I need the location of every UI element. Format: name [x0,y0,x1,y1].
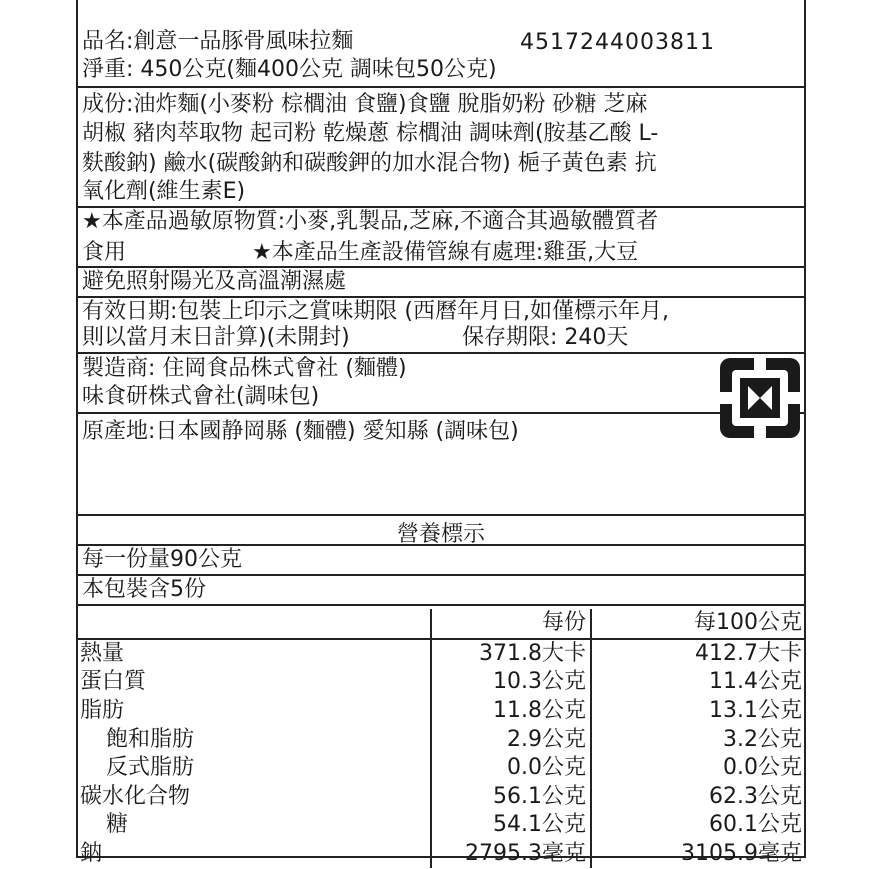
barcode-number: 4517244003811 [520,30,715,55]
nutrition-title: 營養標示 [396,522,485,547]
ingredients-line-1: 成份:油炸麵(小麥粉 棕櫚油 食鹽)食鹽 脫脂奶粉 砂糖 芝麻 [82,92,648,117]
expiry-line-1: 有效日期:包裝上印示之賞味期限 (西曆年月日,如僅標示年月, [82,299,669,324]
servings-per-package: 本包裝含5份 [82,577,206,602]
manufacturer-line-1: 製造商: 住岡食品株式會社 (麵體) [82,356,407,381]
expiry-line-2a: 則以當月末日計算)(未開封) [82,325,350,350]
ingredients-line-3: 麩酸鈉) 鹼水(碳酸鈉和碳酸鉀的加水混合物) 梔子黃色素 抗 [82,151,657,176]
column-per-serving: 每份 [431,609,591,639]
table-row: 糖 54.1公克 60.1公克 [76,811,806,840]
table-row: 蛋白質 10.3公克 11.4公克 [76,668,806,697]
shelf-life: 保存期限: 240天 [462,325,629,350]
divider [76,412,806,414]
ingredients-line-4: 氧化劑(維生素E) [82,179,246,204]
allergen-line-2b: ★本產品生產設備管線有處理:雞蛋,大豆 [252,240,639,265]
divider [76,352,806,354]
divider [76,86,806,88]
recycle-icon [718,356,802,440]
product-name: 品名:創意一品豚骨風味拉麵 [82,29,354,54]
ingredients-line-2: 胡椒 豬肉萃取物 起司粉 乾燥蔥 棕櫚油 調味劑(胺基乙酸 L- [82,121,659,146]
divider [76,544,806,546]
divider [76,266,806,268]
divider [76,296,806,298]
divider [76,206,806,208]
table-row: 碳水化合物 56.1公克 62.3公克 [76,783,806,812]
divider [76,574,806,576]
storage-notice: 避免照射陽光及高溫潮濕處 [82,269,347,294]
table-row: 飽和脂肪 2.9公克 3.2公克 [76,725,806,754]
table-row: 鈉 2795.3毫克 3105.9毫克 [76,840,806,869]
divider [76,604,806,606]
serving-size: 每一份量90公克 [82,547,242,572]
column-per-100g: 每100公克 [591,609,806,639]
country-of-origin: 原產地:日本國静岡縣 (麵體) 愛知縣 (調味包) [82,419,519,444]
allergen-line-2a: 食用 [82,240,127,265]
table-row: 熱量 371.8大卡 412.7大卡 [76,639,806,669]
net-weight: 淨重: 450公克(麵400公克 調味包50公克) [82,57,497,82]
allergen-line-1: ★本產品過敏原物質:小麥,乳製品,芝麻,不適合其過敏體質者 [82,209,659,234]
table-row: 反式脂肪 0.0公克 0.0公克 [76,754,806,783]
table-row: 脂肪 11.8公克 13.1公克 [76,697,806,726]
divider [76,514,806,516]
manufacturer-line-2: 味食研株式會社(調味包) [82,384,320,409]
table-header-row [76,609,806,639]
nutrition-table [76,609,806,868]
